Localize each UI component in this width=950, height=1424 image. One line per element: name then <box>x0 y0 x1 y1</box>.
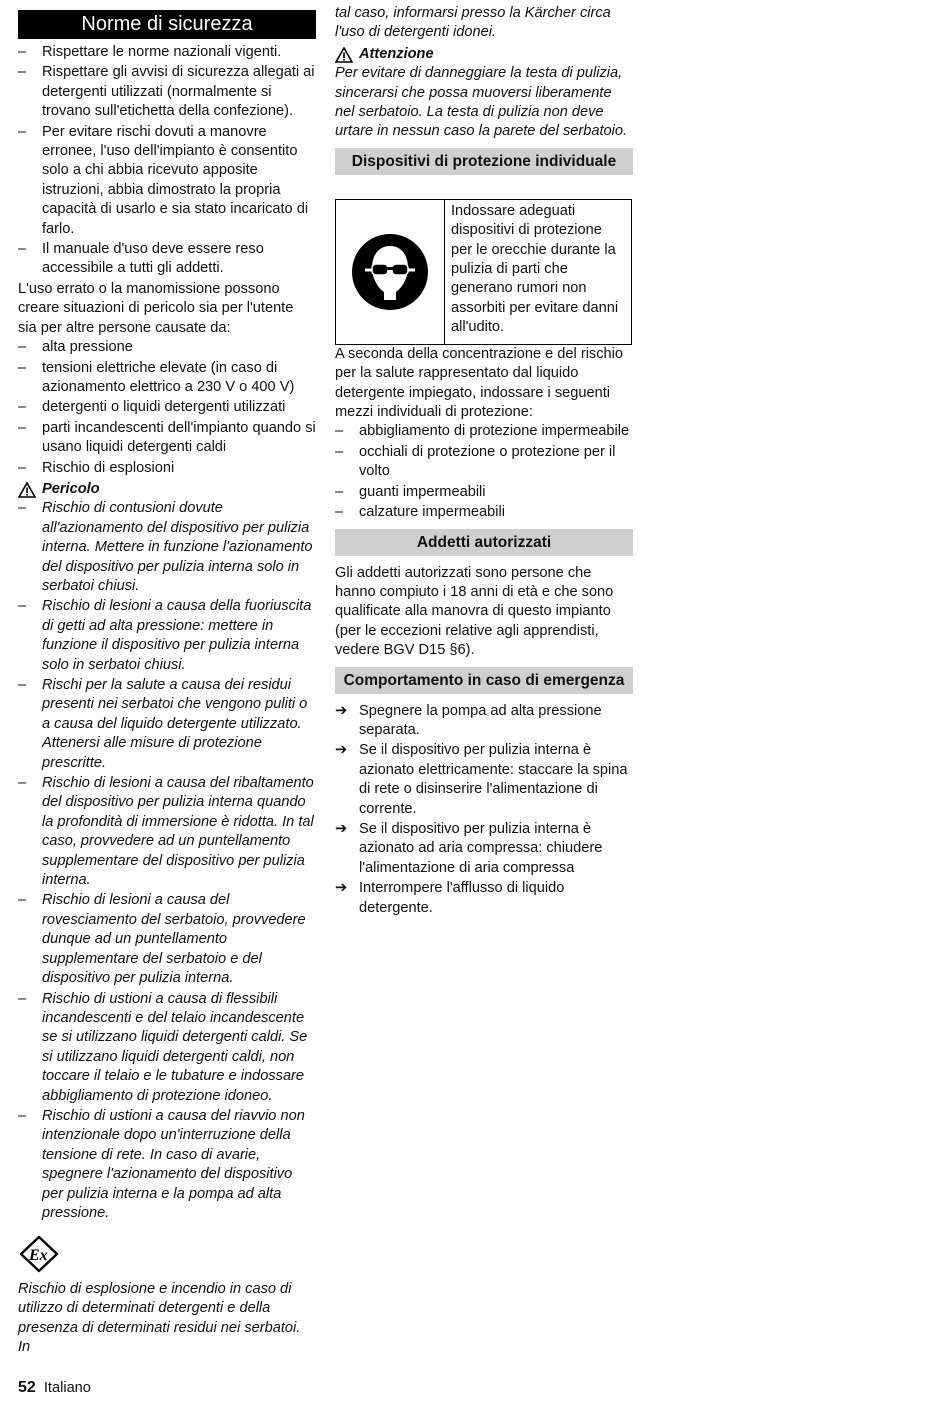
section-title-authorized: Addetti autorizzati <box>335 529 633 556</box>
ex-explosion-icon <box>18 1235 60 1273</box>
list-item: – Il manuale d'uso deve essere reso accessibile a tutti gli addetti. <box>18 240 316 279</box>
warning-triangle-icon <box>18 482 36 498</box>
list-item: – Rischio di ustioni a causa del riavvio non intenzionale dopo un'interruzione della tensione di rete. In caso di avarie, spegnere l'azionamento del dispositivo per pulizia interna e la pompa ad alta pressione. <box>18 1107 316 1223</box>
attention-heading <box>335 45 633 64</box>
list-item: ➔ Interrompere l'afflusso di liquido detergente. <box>335 880 565 916</box>
danger-heading <box>18 480 316 499</box>
section-title-ppe: Dispositivi di protezione individuale <box>335 148 633 175</box>
right-column <box>335 0 633 919</box>
section-title-safety: Norme di sicurezza <box>18 10 316 39</box>
ppe-icon-cell <box>336 200 445 344</box>
hazard-sources-list <box>18 338 316 478</box>
emergency-list <box>335 702 633 918</box>
misuse-paragraph: L'uso errato o la manomissione possono creare situazioni di pericolo sia per l'utente sia per altre persone causate da: <box>18 280 294 336</box>
attention-paragraph: Per evitare di danneggiare la testa di pulizia, sincerarsi che possa muoversi liberamente nel serbatoio. La testa di pulizia non deve urtare in nessun caso la parete del serbatoio. <box>335 65 628 140</box>
list-item: – Rispettare gli avvisi di sicurezza allegati ai detergenti utilizzati (normalmente si trovano sull'etichetta della confezione). <box>18 63 316 121</box>
page-number: 52 <box>18 1379 36 1396</box>
list-item: ➔ Spegnere la pompa ad alta pressione separata. <box>335 702 602 738</box>
explosion-paragraph-continued: tal caso, informarsi presso la Kärcher circa l'uso di detergenti idonei. <box>335 5 611 41</box>
list-item: – Rispettare le norme nazionali vigenti. <box>18 43 316 62</box>
page-footer <box>18 1378 91 1398</box>
authorized-paragraph: Gli addetti autorizzati sono persone che hanno compiuto i 18 anni di età e che sono qualificate alla manovra di questo impianto (per le eccezioni relative agli apprendisti, vedere BGV D15 §6). <box>335 564 614 659</box>
footer-language: Italiano <box>43 1380 91 1396</box>
arrow-icon: ➔ <box>335 702 348 719</box>
list-item: – detergenti o liquidi detergenti utilizzati <box>18 398 316 417</box>
general-rules-list <box>18 43 316 279</box>
list-item: – guanti impermeabili <box>335 483 633 502</box>
list-item: – Rischio di ustioni a causa di flessibili incandescenti e del telaio incandescente se si utilizzano liquidi detergenti caldi. Se si utilizzano liquidi detergenti caldi, non toccare il telaio e le tubature e indossare abbigliamento di protezione idoneo. <box>18 990 316 1106</box>
section-title-emergency: Comportamento in caso di emergenza <box>335 667 633 694</box>
list-item: – occhiali di protezione o protezione per il volto <box>335 443 633 482</box>
list-item: – Rischio di lesioni a causa del ribaltamento del dispositivo per pulizia interna quando la profondità di immersione è ridotta. In tal caso, provvedere ad un puntellamento supplementare del dispositivo per pulizia interna. <box>18 774 316 890</box>
list-item: – Rischi per la salute a causa dei residui presenti nei serbatoi che vengono puliti o a causa del liquido detergente utilizzato. Attenersi alle misure di protezione prescritte. <box>18 676 316 773</box>
arrow-icon: ➔ <box>335 820 348 837</box>
explosion-paragraph: Rischio di esplosione e incendio in caso di utilizzo di determinati detergenti e della presenza di determinati residui nei serbatoi. In <box>18 1280 301 1355</box>
warning-triangle-icon <box>335 47 353 63</box>
list-item: ➔ Se il dispositivo per pulizia interna è azionato elettricamente: staccare la spina di rete o disinserire l'alimentazione di corrente. <box>335 742 628 817</box>
danger-list <box>18 499 316 1223</box>
list-item: – Rischio di contusioni dovute all'azionamento del dispositivo per pulizia interna. Mettere in funzione l'azionamento del dispositivo per pulizia interna solo in serbatoi chiusi. <box>18 499 316 596</box>
ppe-list <box>335 422 633 522</box>
danger-label: Pericolo <box>42 480 100 497</box>
ppe-notice-box <box>335 199 632 345</box>
list-item: – Per evitare rischi dovuti a manovre erronee, l'uso dell'impianto è consentito solo a chi abbia ricevuto apposite istruzioni, abbia dimostrato la propria capacità di usarlo e sia stato incaricato di farlo. <box>18 123 316 239</box>
list-item: – Rischio di lesioni a causa della fuoriuscita di getti ad alta pressione: mettere in funzione il dispositivo per pulizia interna solo in serbatoi chiusi. <box>18 597 316 675</box>
list-item: – Rischio di esplosioni <box>18 459 316 478</box>
eye-protection-icon <box>350 232 430 312</box>
list-item: – parti incandescenti dell'impianto quando si usano liquidi detergenti caldi <box>18 419 316 458</box>
ppe-paragraph: A seconda della concentrazione e del rischio per la salute rappresentato dal liquido detergente impiegato, indossare i seguenti mezzi individuali di protezione: <box>335 345 624 421</box>
ex-symbol-wrap <box>18 1235 316 1279</box>
list-item: – tensioni elettriche elevate (in caso di azionamento elettrico a 230 V o 400 V) <box>18 359 316 398</box>
attention-label: Attenzione <box>359 45 434 62</box>
svg-text:Ex: Ex <box>29 1247 48 1265</box>
list-item: – abbigliamento di protezione impermeabile <box>335 422 633 441</box>
left-column <box>18 0 316 1357</box>
list-item: ➔ Se il dispositivo per pulizia interna è azionato ad aria compressa: chiudere l'alimentazione di aria compressa <box>335 820 603 876</box>
list-item: – calzature impermeabili <box>335 503 633 522</box>
ppe-notice-text: Indossare adeguati dispositivi di protezione per le orecchie durante la pulizia di parti che generano rumori non assorbiti per evitare danni all'udito. <box>451 202 619 336</box>
list-item: – alta pressione <box>18 338 316 357</box>
arrow-icon: ➔ <box>335 880 348 897</box>
list-item: – Rischio di lesioni a causa del rovesciamento del serbatoio, provvedere dunque ad un puntellamento supplementare del serbatoio e del dispositivo per pulizia interna. <box>18 891 316 988</box>
arrow-icon: ➔ <box>335 742 348 759</box>
